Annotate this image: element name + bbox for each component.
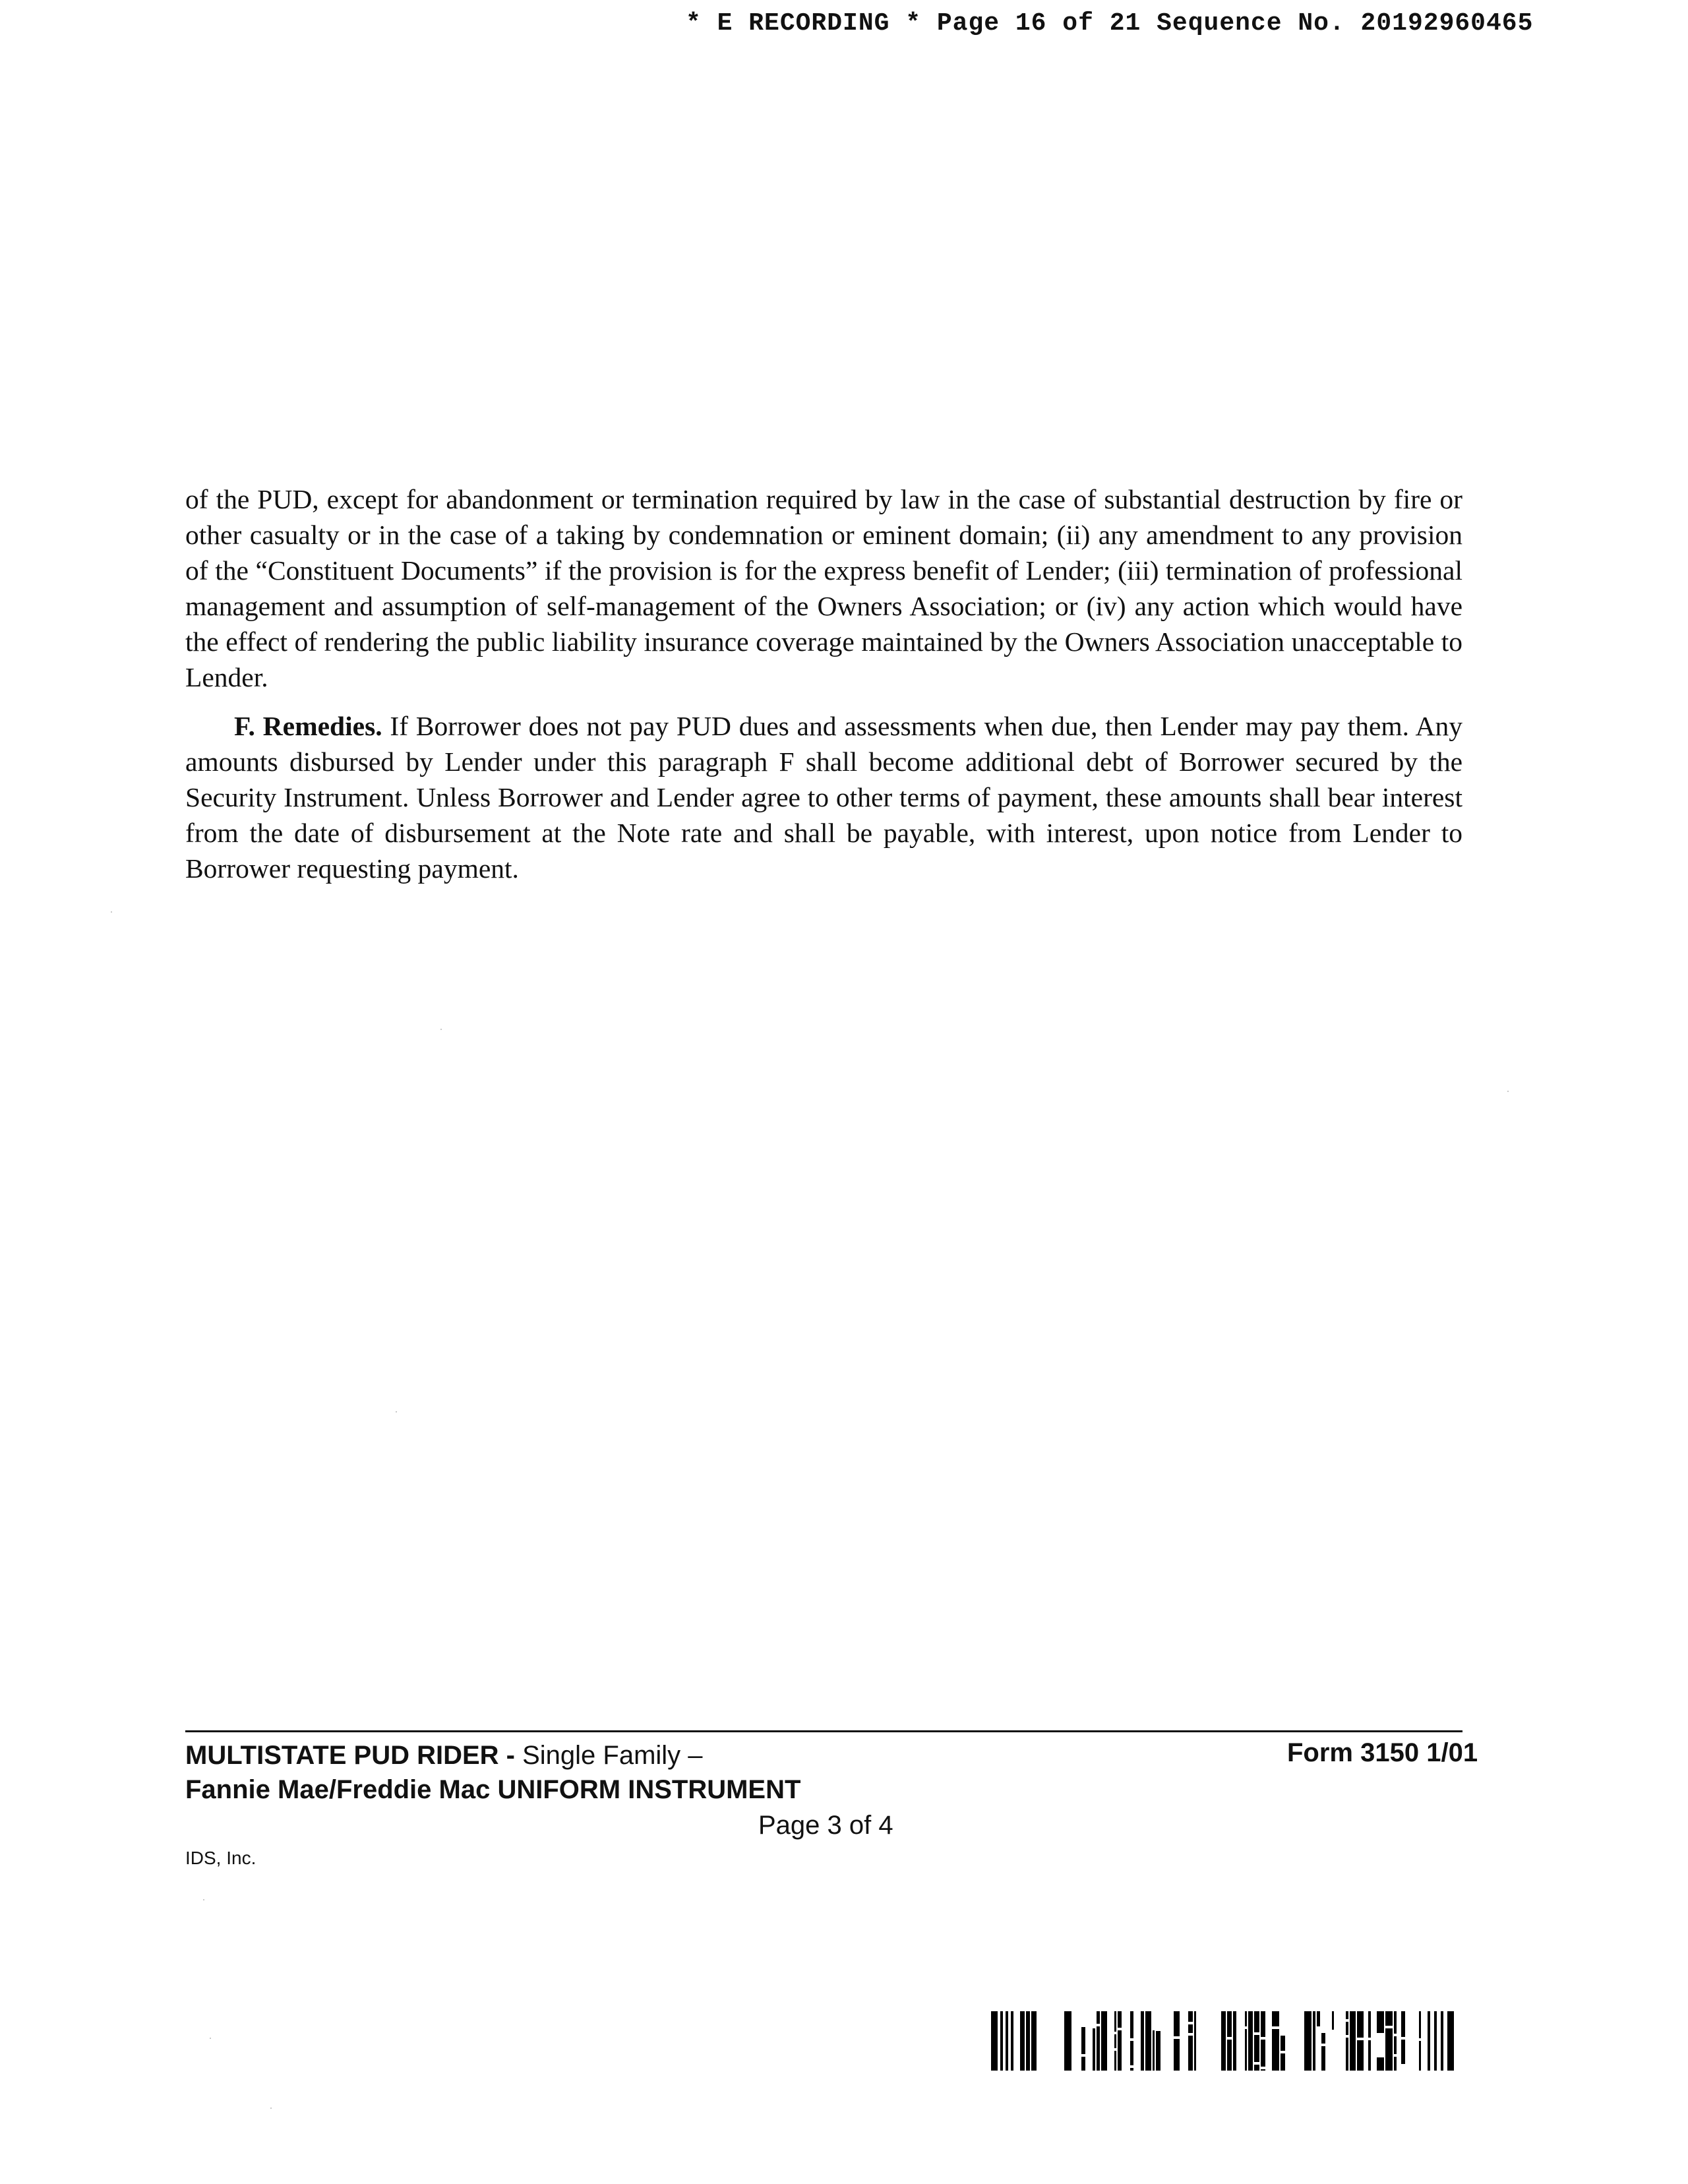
vendor-label: IDS, Inc. [185, 1848, 256, 1868]
form-title-rest: Single Family – [514, 1741, 703, 1770]
body-paragraph-remedies [185, 708, 1462, 886]
recording-stamp: * E RECORDING * Page 16 of 21 Sequence No. 20192960465 [686, 9, 1534, 38]
page-number: Page 3 of 4 [758, 1811, 893, 1840]
scan-speck [203, 1899, 204, 1900]
scan-speck [210, 2038, 211, 2039]
form-number: Form 3150 1/01 [1287, 1738, 1478, 1767]
form-title-bold: MULTISTATE PUD RIDER - [185, 1741, 515, 1770]
scan-speck [396, 1411, 397, 1412]
scan-speck [1507, 1091, 1509, 1092]
form-subtitle: Fannie Mae/Freddie Mac UNIFORM INSTRUMENT [185, 1775, 801, 1804]
scan-speck [270, 2108, 272, 2109]
scan-speck [111, 911, 112, 913]
footer-divider [185, 1730, 1462, 1732]
form-title [185, 1738, 703, 1773]
body-paragraph-constituent-documents: of the PUD, except for abandonment or termination required by law in the case of substantial destruction by fire or other casualty or in the case of a taking by condemnation or eminent domain; (ii) any amendment to any provision of the “Constituent Documents” if the provision is for the express benefit of Lender; (iii) termination of professional management and assumption of self-management of the Owners Association; or (iv) any action which would have the effect of rendering the public liability insurance coverage maintained by the Owners Association unacceptable to Lender. [185, 484, 1462, 692]
scan-speck [440, 1029, 442, 1030]
remedies-heading: F. Remedies. [234, 711, 382, 741]
barcode-image [991, 2011, 1458, 2071]
remedies-text: If Borrower does not pay PUD dues and assessments when due, then Lender may pay them. Any amounts disbursed by Lender under this paragraph F shall become additional debt of Borrower secured by the Security Instrument. Unless Borrower and Lender agree to other terms of payment, these amounts shall bear interest from the date of disbursement at the Note rate and shall be payable, with interest, upon notice from Lender to Borrower requesting payment. [185, 711, 1462, 884]
